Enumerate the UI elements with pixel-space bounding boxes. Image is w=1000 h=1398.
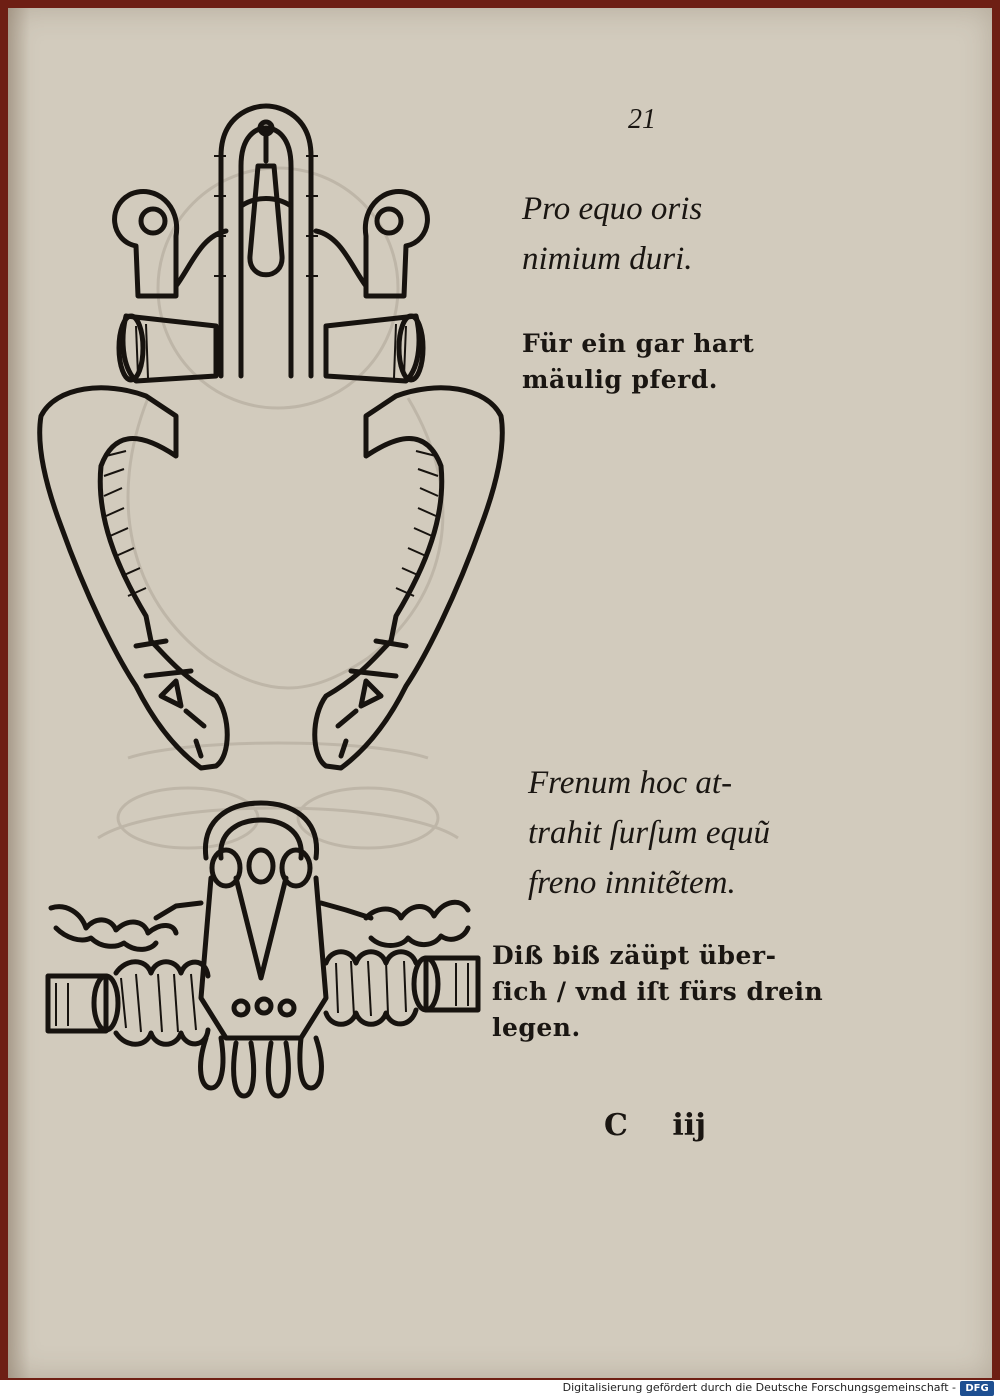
dfg-logo: DFG — [960, 1381, 994, 1396]
german-caption-1: Für ein gar hart mäulig pferd. — [522, 329, 755, 394]
latin-caption-2: Frenum hoc at- trahit ſurſum equũ freno innitẽtem. — [528, 765, 771, 901]
footer-credit: Digitalisierung gefördert durch die Deutsche Forschungsgemeinschaft - — [562, 1381, 956, 1394]
signature-mark: C iij — [604, 1108, 706, 1143]
woodcut-ring-bit-illustration — [36, 798, 486, 1108]
digitization-footer — [0, 1380, 1000, 1398]
book-page — [8, 8, 992, 1378]
woodcut-curb-bit-illustration — [26, 96, 536, 786]
page-number: 21 — [628, 104, 656, 135]
latin-caption-1: Pro equo oris nimium duri. — [522, 191, 703, 277]
german-caption-2: Diß biß zäüpt über- ſich / vnd iſt fürs drein legen. — [492, 941, 824, 1042]
